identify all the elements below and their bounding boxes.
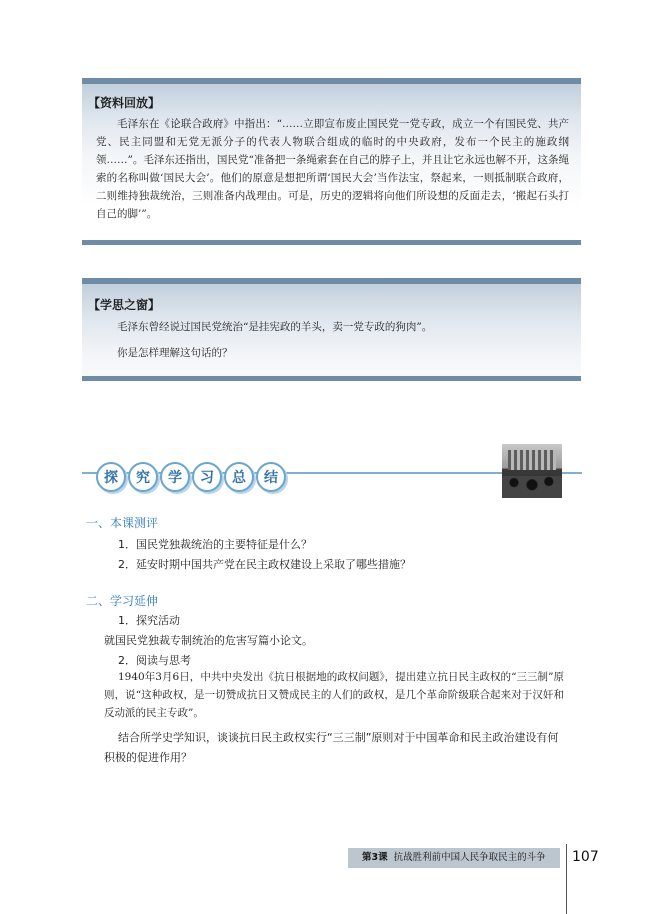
section-assessment-title: 一、本课测评 <box>86 516 159 530</box>
material-review-title: 【资料回放】 <box>88 96 161 110</box>
banner-char: 探 <box>96 462 126 492</box>
reading-label: 2．阅读与思考 <box>118 654 191 667</box>
banner-char: 习 <box>192 462 222 492</box>
banner-char: 结 <box>256 462 286 492</box>
box-bottom-bar <box>82 240 581 245</box>
banner-heading <box>96 462 286 492</box>
thinking-window-question: 你是怎样理解这句话的？ <box>117 347 233 359</box>
photo-building <box>508 450 556 470</box>
section-extension-title: 二、学习延伸 <box>86 594 159 608</box>
box-bottom-bar <box>82 376 581 381</box>
reading-question-block <box>104 728 564 768</box>
historical-photo <box>502 444 562 498</box>
thinking-window-box <box>82 278 581 381</box>
banner-char: 总 <box>224 462 254 492</box>
material-review-paragraph: 毛泽东在《论联合政府》中指出：“……立即宣布废止国民党一党专政，成立一个有国民党、共产党、民主同盟和无党无派分子的代表人物联合组成的临时的中央政府，发布一个民主的施政纲领……”。毛泽东还指出，国民党“准备把一条绳索套在自己的脖子上，并且让它永远也解不开，这条绳索的名称叫做‘国民大会’。他们的原意是想把所谓‘国民大会’当作法宝，祭起来，一则抵制联合政府，二则维持独裁统治，三则准备内战理由。可是，历史的逻辑将向他们所设想的反面走去，‘搬起石头打自己的脚’”。 <box>96 118 569 220</box>
thinking-window-body <box>96 318 567 362</box>
reading-question: 结合所学史学知识，谈谈抗日民主政权实行“三三制”原则对于中国革命和民主政治建设有何积极的促进作用？ <box>104 731 559 764</box>
footer-divider <box>566 844 567 914</box>
footer-lesson-bar <box>348 848 560 868</box>
page-footer <box>348 848 650 868</box>
assessment-item-1: 1．国民党独裁统治的主要特征是什么？ <box>118 538 312 551</box>
banner-char: 究 <box>128 462 158 492</box>
inquiry-summary-banner <box>82 448 582 498</box>
box-top-bar <box>82 78 581 84</box>
photo-crowd <box>502 476 562 498</box>
thinking-window-title: 【学思之窗】 <box>88 298 161 312</box>
activity-label: 1．探究活动 <box>118 614 180 627</box>
activity-text: 就国民党独裁专制统治的危害写篇小论文。 <box>104 634 313 647</box>
reading-block <box>104 668 564 722</box>
footer-lesson-title: 抗战胜利前中国人民争取民主的斗争 <box>393 852 546 863</box>
material-review-box <box>82 78 581 245</box>
box-top-bar <box>82 278 581 284</box>
page-number: 107 <box>572 849 599 865</box>
footer-lesson-number: 第3课 <box>362 852 388 863</box>
banner-char: 学 <box>160 462 190 492</box>
thinking-window-paragraph: 毛泽东曾经说过国民党统治“是挂宪政的羊头，卖一党专政的狗肉”。 <box>117 321 433 333</box>
reading-paragraph: 1940年3月6日，中共中央发出《抗日根据地的政权问题》，提出建立抗日民主政权的“三三制”原则，说“这种政权，是一切赞成抗日又赞成民主的人们的政权，是几个革命阶级联合起来对于汉奸和反动派的民主专政”。 <box>104 671 564 719</box>
assessment-item-2: 2．延安时期中国共产党在民主政权建设上采取了哪些措施？ <box>118 558 411 571</box>
material-review-body <box>96 115 569 223</box>
